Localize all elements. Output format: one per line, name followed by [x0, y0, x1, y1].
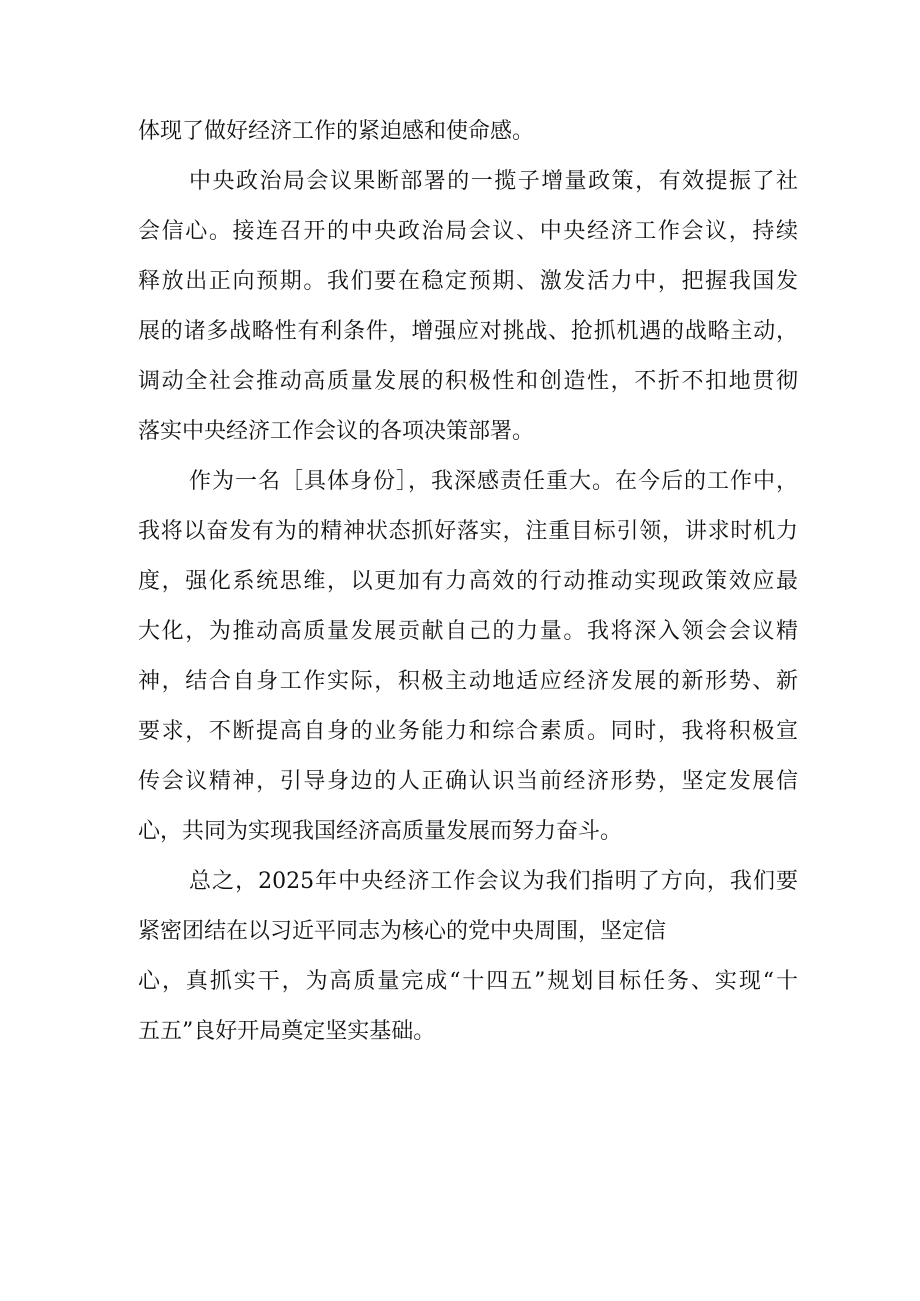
paragraph-first-line: 作为一名［具体身份］，我深感责任重大。在今后的工作中， — [189, 469, 798, 494]
text-line: 展的诸多战略性有利条件，增强应对挑战、抢抓机遇的战略主动， — [138, 319, 798, 344]
text-line: 神，结合自身工作实际，积极主动地适应经济发展的新形势、新 — [138, 669, 798, 694]
text-line: 紧密团结在以习近平同志为核心的党中央周围，坚定信 — [138, 919, 667, 944]
text-line: 落实中央经济工作会议的各项决策部署。 — [138, 419, 535, 444]
text-line: 释放出正向预期。我们要在稳定预期、激发活力中，把握我国发 — [138, 269, 798, 294]
paragraph-first-line: 总之，2025年中央经济工作会议为我们指明了方向，我们要 — [189, 869, 798, 894]
paragraph-first-line: 中央政治局会议果断部署的一揽子增量政策，有效提振了社 — [189, 169, 798, 194]
text-line: 心，共同为实现我国经济高质量发展而努力奋斗。 — [138, 819, 623, 844]
text-line: 体现了做好经济工作的紧迫感和使命感。 — [138, 119, 535, 144]
text-line: 大化，为推动高质量发展贡献自己的力量。我将深入领会会议精 — [138, 619, 798, 644]
text-line: 度，强化系统思维，以更加有力高效的行动推动实现政策效应最 — [138, 569, 798, 594]
text-line: 心，真抓实干，为高质量完成“十四五”规划目标任务、实现“十 — [138, 969, 798, 994]
text-line: 会信心。接连召开的中央政治局会议、中央经济工作会议，持续 — [138, 219, 798, 244]
text-line: 五五”良好开局奠定坚实基础。 — [138, 1019, 436, 1044]
text-line: 传会议精神，引导身边的人正确认识当前经济形势，坚定发展信 — [138, 769, 798, 794]
text-line: 我将以奋发有为的精神状态抓好落实，注重目标引领，讲求时机力 — [138, 519, 798, 544]
text-line: 调动全社会推动高质量发展的积极性和创造性，不折不扣地贯彻 — [138, 369, 798, 394]
text-line: 要求，不断提高自身的业务能力和综合素质。同时，我将积极宣 — [138, 719, 798, 744]
